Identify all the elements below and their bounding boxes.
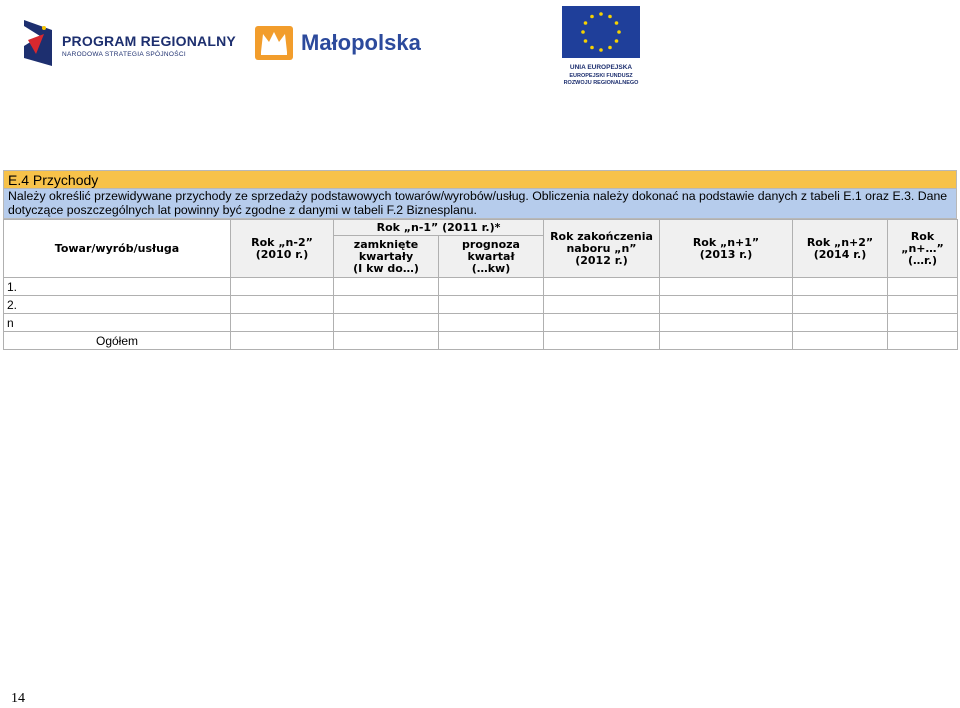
- cell-n-plus-2[interactable]: [793, 296, 888, 314]
- cell-closed-quarters[interactable]: [334, 296, 439, 314]
- header-n-plus-x-line3: (…r.): [907, 253, 938, 267]
- header-n-minus-2-line1: Rok „n-2”: [251, 235, 313, 249]
- table-row: [4, 278, 958, 296]
- section-title: E.4 Przychody: [3, 170, 957, 189]
- logo-bar: [0, 0, 960, 90]
- cell-forecast[interactable]: [439, 296, 544, 314]
- cell-total-n-plus-2[interactable]: [793, 332, 888, 350]
- program-regionalny-subtitle: NARODOWA STRATEGIA SPÓJNOŚCI: [62, 51, 186, 58]
- row-label: 1.: [4, 278, 231, 296]
- cell-n-plus-1[interactable]: [660, 314, 793, 332]
- header-closed-line2: kwartały: [358, 249, 414, 263]
- cell-n[interactable]: [544, 278, 660, 296]
- header-n-plus-x-line1: Rok: [910, 229, 935, 243]
- header-n-line1: Rok zakończenia: [550, 229, 653, 243]
- header-n-plus-2-line2: (2014 r.): [813, 247, 867, 261]
- eu-logo-line3: ROZWOJU REGIONALNEGO: [563, 80, 639, 86]
- cell-n-minus-2[interactable]: [231, 314, 334, 332]
- header-n-plus-1-line1: Rok „n+1”: [692, 235, 760, 249]
- cell-forecast[interactable]: [439, 278, 544, 296]
- header-n-plus-x-line2: „n+…”: [901, 241, 944, 255]
- cell-closed-quarters[interactable]: [334, 278, 439, 296]
- cell-n-minus-2[interactable]: [231, 278, 334, 296]
- table-row: [4, 296, 958, 314]
- malopolska-title: Małopolska: [301, 30, 421, 55]
- header-forecast-line2: (…kw): [471, 261, 511, 275]
- header-closed-line1: zamknięte: [353, 237, 419, 251]
- header-n-plus-1: [660, 220, 793, 278]
- eu-flag-icon: [562, 6, 640, 58]
- cell-total-n-minus-2[interactable]: [231, 332, 334, 350]
- malopolska-logo: [255, 24, 455, 64]
- instructions-line-1: Należy określić przewidywane przychody ze sprzedaży podstawowych towarów/wyrobów/usług. Obliczenia należy dokonać na podstawie danych z tabeli E.1 oraz E.3. Dane: [8, 189, 948, 203]
- cell-total-n-plus-1[interactable]: [660, 332, 793, 350]
- header-closed-quarters: [334, 236, 439, 278]
- program-regionalny-emblem-icon: [22, 20, 52, 66]
- header-n-line3: (2012 r.): [575, 253, 628, 267]
- eu-logo-line2: EUROPEJSKI FUNDUSZ: [569, 73, 633, 79]
- header-n-line2: naboru „n”: [566, 241, 637, 255]
- cell-n-plus-x[interactable]: [888, 278, 958, 296]
- table-header-row-1: [4, 220, 958, 236]
- header-n-plus-2-line1: Rok „n+2”: [806, 235, 874, 249]
- header-forecast-line1: prognoza kwartał: [462, 237, 520, 263]
- header-n-plus-x: [888, 220, 958, 278]
- cell-n-plus-x[interactable]: [888, 296, 958, 314]
- eu-logo: [562, 6, 640, 86]
- cell-n-plus-x[interactable]: [888, 314, 958, 332]
- cell-n[interactable]: [544, 314, 660, 332]
- header-n-minus-2: [231, 220, 334, 278]
- header-closed-line3: (I kw do…): [353, 261, 419, 275]
- cell-forecast[interactable]: [439, 314, 544, 332]
- header-item: [4, 220, 231, 278]
- malopolska-crown-icon: [255, 26, 293, 60]
- header-n-plus-1-line2: (2013 r.): [699, 247, 753, 261]
- cell-total-n[interactable]: [544, 332, 660, 350]
- eu-logo-line1: UNIA EUROPEJSKA: [569, 64, 633, 71]
- row-label: 2.: [4, 296, 231, 314]
- header-n-minus-1: Rok „n-1” (2011 r.)*: [334, 220, 544, 236]
- page-number: 14: [11, 691, 25, 706]
- section-instructions: [3, 189, 957, 219]
- cell-total-n-plus-x[interactable]: [888, 332, 958, 350]
- cell-closed-quarters[interactable]: [334, 314, 439, 332]
- cell-n-plus-2[interactable]: [793, 278, 888, 296]
- cell-n-plus-1[interactable]: [660, 296, 793, 314]
- instructions-line-2: dotyczące poszczególnych lat powinny być zgodne z danymi w tabeli F.2 Biznesplanu.: [8, 203, 477, 217]
- cell-n[interactable]: [544, 296, 660, 314]
- cell-n-plus-2[interactable]: [793, 314, 888, 332]
- header-n-plus-2: [793, 220, 888, 278]
- cell-total-closed-quarters[interactable]: [334, 332, 439, 350]
- revenue-table: [3, 219, 958, 350]
- program-regionalny-logo: [22, 20, 236, 68]
- header-forecast-quarter: [439, 236, 544, 278]
- header-n-minus-2-line2: (2010 r.): [255, 247, 309, 261]
- program-regionalny-title: PROGRAM REGIONALNY: [62, 33, 236, 49]
- cell-n-plus-1[interactable]: [660, 278, 793, 296]
- cell-total-forecast[interactable]: [439, 332, 544, 350]
- table-total-row: [4, 332, 958, 350]
- header-item-label: Towar/wyrób/usługa: [54, 242, 180, 255]
- table-row: [4, 314, 958, 332]
- total-label: Ogółem: [4, 332, 231, 350]
- header-n: [544, 220, 660, 278]
- row-label: n: [4, 314, 231, 332]
- cell-n-minus-2[interactable]: [231, 296, 334, 314]
